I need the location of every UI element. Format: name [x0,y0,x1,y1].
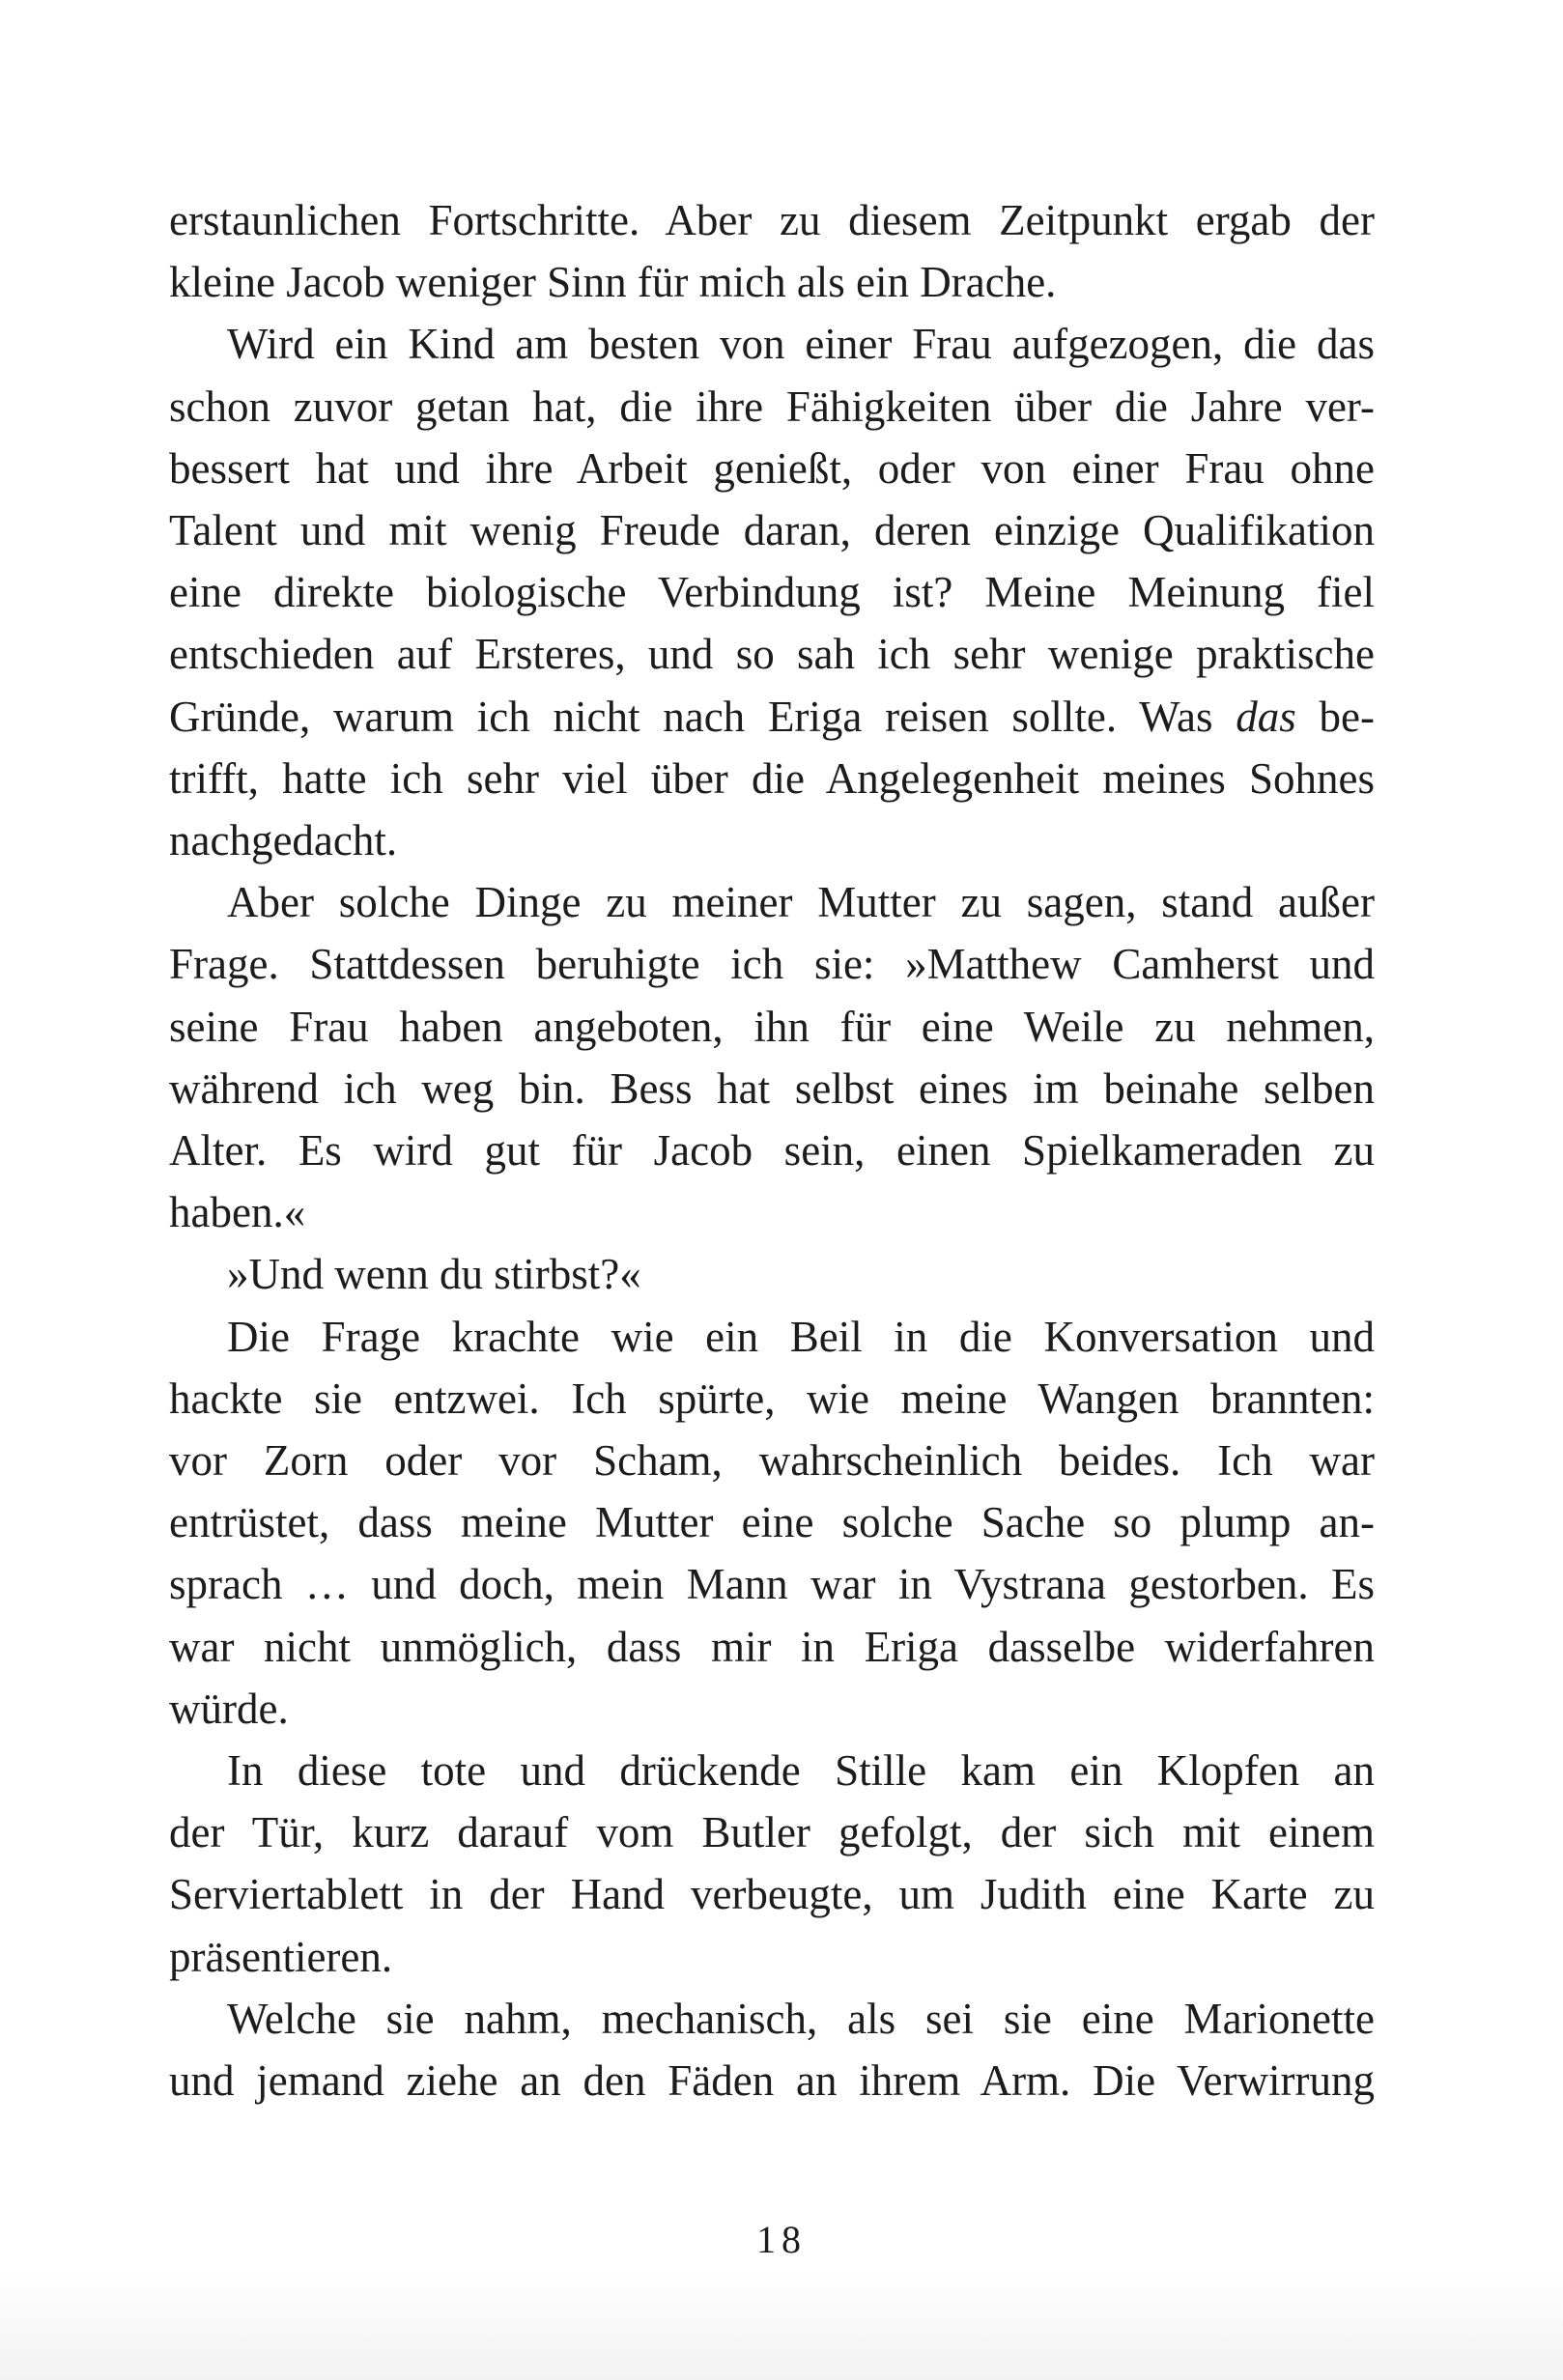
text-line: erstaunlichen Fortschritte. Aber zu diesem Zeitpunkt ergab der [169,196,1375,244]
paragraph [169,1740,1375,1988]
text-line: entrüstet, dass meine Mutter eine solche Sache so plump an- [169,1498,1375,1547]
text-line: hackte sie entzwei. Ich spürte, wie meine Wangen brannten: [169,1374,1375,1423]
text-line: sprach … und doch, mein Mann war in Vystrana gestorben. Es [169,1560,1375,1609]
text-line: Wird ein Kind am besten von einer Frau aufgezogen, die das [227,320,1375,369]
text-line: seine Frau haben angeboten, ihn für eine Weile zu nehmen, [169,1002,1375,1051]
text-line: Die Frage krachte wie ein Beil in die Konversation und [227,1312,1375,1361]
text-line: Talent und mit wenig Freude daran, deren einzige Qualifikation [169,506,1375,555]
body-text [169,189,1375,2111]
text-segment: be- [1295,692,1375,741]
text-line: trifft, hatte ich sehr viel über die Angelegenheit meines Sohnes [169,753,1375,803]
text-line: Frage. Stattdessen beruhigte ich sie: »Matthew Camherst und [169,940,1375,989]
text-line: schon zuvor getan hat, die ihre Fähigkeiten über die Jahre ver- [169,382,1375,431]
paragraph [169,313,1375,871]
emphasized-text: das [1236,692,1296,741]
page-number: 18 [756,2218,807,2261]
text-line: vor Zorn oder vor Scham, wahrscheinlich beides. Ich war [169,1436,1375,1486]
text-line: eine direkte biologische Verbindung ist? Meine Meinung fiel [169,568,1375,617]
text-line: nachgedacht. [169,816,398,865]
text-line: war nicht unmöglich, dass mir in Eriga dasselbe widerfahren [169,1622,1375,1671]
paragraph [169,189,1375,313]
text-line: haben.« [169,1188,306,1237]
text-line: präsentieren. [169,1932,393,1981]
text-line: bessert hat und ihre Arbeit genießt, oder von einer Frau ohne [169,443,1375,493]
paragraph [169,1306,1375,1740]
text-line: entschieden auf Ersteres, und so sah ich sehr wenige praktische [169,630,1375,679]
paragraph [169,1243,1375,1305]
text-line: würde. [169,1684,289,1733]
text-line [169,686,1375,748]
text-line: und jemand ziehe an den Fäden an ihrem Arm. Die Verwirrung [169,2056,1375,2106]
text-line: kleine Jacob weniger Sinn für mich als ein Drache. [169,258,1057,307]
text-line: Alter. Es wird gut für Jacob sein, einen Spielkameraden zu [169,1126,1375,1176]
text-line: Aber solche Dinge zu meiner Mutter zu sagen, stand außer [227,878,1375,927]
text-line: »Und wenn du stirbst?« [227,1250,641,1299]
text-line: In diese tote und drückende Stille kam ein Klopfen an [227,1746,1375,1796]
text-line: der Tür, kurz darauf vom Butler gefolgt, der sich mit einem [169,1808,1375,1857]
text-line: Serviertablett in der Hand verbeugte, um Judith eine Karte zu [169,1870,1375,1919]
paragraph [169,871,1375,1243]
paragraph [169,1988,1375,2111]
text-segment: Gründe, warum ich nicht nach Eriga reisen sollte. Was [169,692,1236,741]
text-line: Welche sie nahm, mechanisch, als sei sie eine Marionette [227,1994,1375,2043]
text-line: während ich weg bin. Bess hat selbst eines im beinahe selben [169,1063,1375,1113]
